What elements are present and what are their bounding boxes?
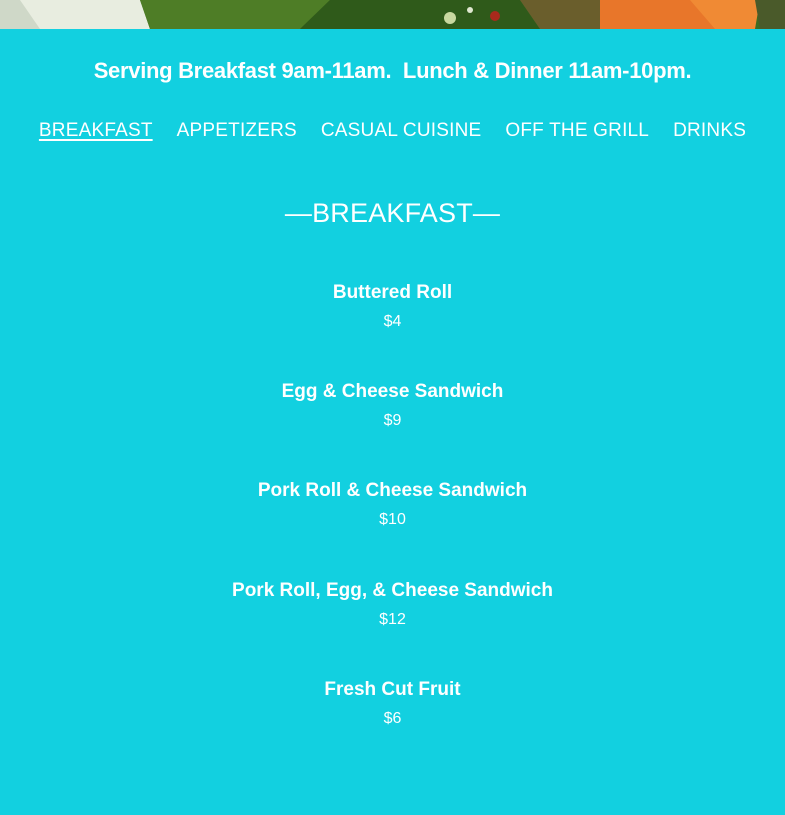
nav-tab-off-the-grill[interactable]: OFF THE GRILL bbox=[505, 120, 650, 141]
menu-item-price: $4 bbox=[383, 313, 402, 330]
menu-item bbox=[0, 380, 785, 431]
hero-food-photo-icon bbox=[0, 0, 785, 29]
nav-tab-casual-cuisine[interactable]: CASUAL CUISINE bbox=[320, 120, 482, 141]
menu-item bbox=[0, 678, 785, 729]
menu-item bbox=[0, 281, 785, 332]
menu-item-price: $10 bbox=[379, 511, 406, 528]
nav-tab-drinks[interactable]: DRINKS bbox=[673, 120, 747, 141]
menu-item bbox=[0, 579, 785, 630]
menu-item-price: $9 bbox=[383, 412, 402, 429]
menu-category-nav bbox=[0, 120, 785, 142]
hours-banner: Serving Breakfast 9am-11am. Lunch & Dinner 11am-10pm. bbox=[93, 58, 692, 83]
nav-tab-appetizers[interactable]: APPETIZERS bbox=[176, 120, 297, 141]
section-title: —BREAKFAST— bbox=[284, 198, 501, 228]
nav-tab-breakfast[interactable]: BREAKFAST bbox=[38, 120, 153, 141]
menu-item-name: Pork Roll & Cheese Sandwich bbox=[257, 480, 528, 501]
menu-item-price: $6 bbox=[383, 710, 402, 727]
menu-item-name: Buttered Roll bbox=[332, 282, 453, 303]
hero-food-image bbox=[0, 0, 785, 29]
menu-item bbox=[0, 479, 785, 530]
menu-item-name: Egg & Cheese Sandwich bbox=[281, 381, 504, 402]
menu-item-name: Pork Roll, Egg, & Cheese Sandwich bbox=[232, 580, 553, 601]
menu-item-name: Fresh Cut Fruit bbox=[324, 679, 461, 700]
menu-item-price: $12 bbox=[379, 611, 406, 628]
